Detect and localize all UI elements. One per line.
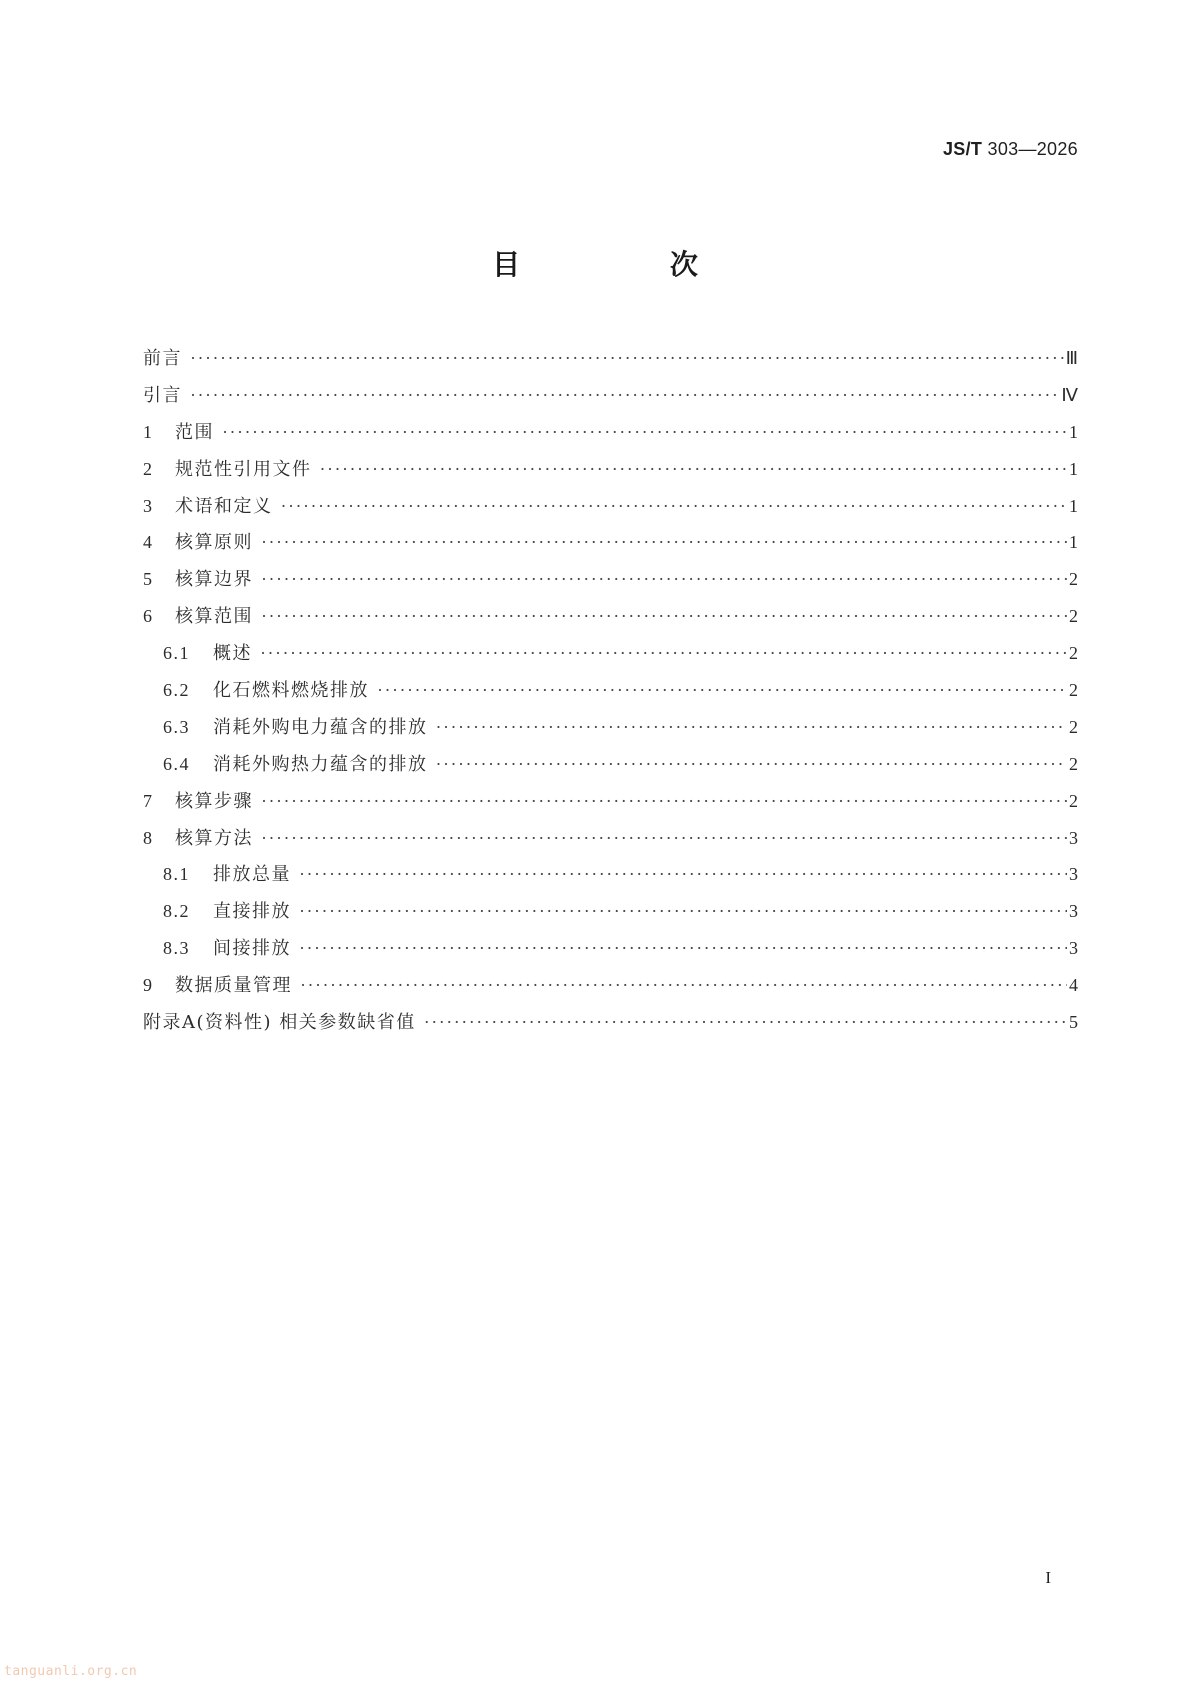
toc-entry-number: 8.3: [163, 938, 190, 959]
toc-entry[interactable]: [143, 860, 1078, 897]
toc-leader-dots: [436, 754, 1068, 775]
toc-entry-page: 1: [1069, 532, 1078, 553]
toc-entry-title: 直接排放: [213, 901, 291, 923]
standard-code-prefix: JS/T: [942, 139, 983, 159]
table-of-contents: [143, 344, 1078, 1045]
toc-entry-number: 6.1: [163, 643, 190, 664]
toc-entry-number: 7: [143, 790, 154, 811]
toc-entry-number: 2: [143, 458, 154, 479]
toc-leader-dots: [261, 606, 1067, 627]
toc-entry-title: 消耗外购电力蕴含的排放: [213, 716, 428, 738]
toc-leader-dots: [190, 348, 1064, 369]
toc-leader-dots: [190, 385, 1059, 406]
toc-leader-dots: [436, 717, 1068, 738]
toc-entry[interactable]: [143, 897, 1078, 934]
toc-entry-title: 核算原则: [175, 532, 253, 554]
toc-entry-title: 核算步骤: [175, 790, 253, 812]
toc-entry[interactable]: [143, 492, 1078, 529]
toc-entry-title: 消耗外购热力蕴含的排放: [213, 753, 428, 775]
toc-entry-number: 8: [143, 827, 154, 848]
toc-entry-number: 5: [143, 569, 154, 590]
toc-entry[interactable]: [143, 1008, 1078, 1045]
toc-entry-page: 3: [1069, 901, 1078, 922]
toc-leader-dots: [424, 1012, 1067, 1033]
toc-entry-title: 核算方法: [175, 827, 253, 849]
toc-entry-number: 8.2: [163, 901, 190, 922]
toc-entry[interactable]: [143, 639, 1078, 676]
toc-entry-page: Ⅳ: [1061, 384, 1078, 405]
toc-leader-dots: [299, 901, 1067, 922]
toc-leader-dots: [377, 680, 1067, 701]
watermark: tanguanli.org.cn: [4, 1664, 138, 1679]
toc-entry[interactable]: [143, 934, 1078, 971]
toc-entry-page: 2: [1069, 790, 1078, 811]
toc-entry-number: 8.1: [163, 864, 190, 885]
toc-leader-dots: [281, 496, 1068, 517]
toc-entry[interactable]: [143, 344, 1078, 381]
toc-entry-page: 4: [1069, 975, 1078, 996]
standard-code-number: 303—2026: [987, 139, 1078, 159]
toc-entry-title: 规范性引用文件: [175, 458, 312, 480]
toc-entry[interactable]: [143, 565, 1078, 602]
toc-entry-page: 3: [1069, 827, 1078, 848]
toc-leader-dots: [261, 828, 1067, 849]
toc-entry[interactable]: [143, 971, 1078, 1008]
toc-entry-title: 附录A(资料性) 相关参数缺省值: [143, 1012, 416, 1034]
toc-entry-page: 1: [1069, 458, 1078, 479]
toc-entry-title: 核算范围: [175, 606, 253, 628]
toc-entry-title: 术语和定义: [175, 495, 273, 517]
toc-entry-title: 概述: [213, 643, 252, 665]
toc-entry[interactable]: [143, 418, 1078, 455]
toc-entry-page: 2: [1069, 606, 1078, 627]
toc-entry-title: 引言: [143, 384, 182, 406]
toc-leader-dots: [261, 569, 1067, 590]
toc-leader-dots: [299, 938, 1067, 959]
page-number: I: [1045, 1568, 1051, 1587]
toc-leader-dots: [261, 532, 1067, 553]
toc-entry-page: 3: [1069, 864, 1078, 885]
toc-entry-title: 核算边界: [175, 569, 253, 591]
toc-entry[interactable]: [143, 455, 1078, 492]
toc-entry-number: 6: [143, 606, 154, 627]
toc-entry-page: 5: [1069, 1012, 1078, 1033]
toc-entry-number: 3: [143, 495, 154, 516]
toc-entry-page: 2: [1069, 716, 1078, 737]
toc-leader-dots: [300, 975, 1067, 996]
toc-entry-title: 范围: [175, 421, 214, 443]
toc-entry[interactable]: [143, 787, 1078, 824]
toc-entry[interactable]: [143, 381, 1078, 418]
toc-entry-title: 排放总量: [213, 864, 291, 886]
toc-entry-number: 6.3: [163, 716, 190, 737]
toc-leader-dots: [260, 643, 1067, 664]
toc-entry-title: 前言: [143, 348, 182, 369]
toc-entry[interactable]: [143, 676, 1078, 713]
toc-entry-number: 9: [143, 975, 154, 996]
toc-entry-page: 1: [1069, 495, 1078, 516]
toc-entry-number: 6.4: [163, 753, 190, 774]
toc-entry-page: 2: [1069, 643, 1078, 664]
toc-entry-title: 间接排放: [213, 938, 291, 960]
toc-entry[interactable]: [143, 602, 1078, 639]
toc-entry-page: 2: [1069, 680, 1078, 701]
toc-entry-page: 3: [1069, 938, 1078, 959]
toc-entry-page: 1: [1069, 421, 1078, 442]
toc-leader-dots: [299, 864, 1067, 885]
toc-entry[interactable]: [143, 528, 1078, 565]
toc-entry[interactable]: [143, 750, 1078, 787]
toc-entry-number: 4: [143, 532, 154, 553]
toc-entry-title: 化石燃料燃烧排放: [213, 680, 369, 702]
page-title: 目 次: [492, 248, 768, 281]
toc-leader-dots: [320, 459, 1068, 480]
toc-entry-number: 1: [143, 421, 154, 442]
toc-entry-page: 2: [1069, 753, 1078, 774]
toc-leader-dots: [222, 422, 1067, 443]
toc-entry[interactable]: [143, 824, 1078, 861]
toc-entry-title: 数据质量管理: [175, 975, 292, 997]
toc-entry[interactable]: [143, 713, 1078, 750]
toc-entry-page: 2: [1069, 569, 1078, 590]
standard-code: [943, 139, 1078, 160]
toc-entry-number: 6.2: [163, 680, 190, 701]
toc-leader-dots: [261, 791, 1067, 812]
toc-entry-page: Ⅲ: [1065, 348, 1078, 368]
